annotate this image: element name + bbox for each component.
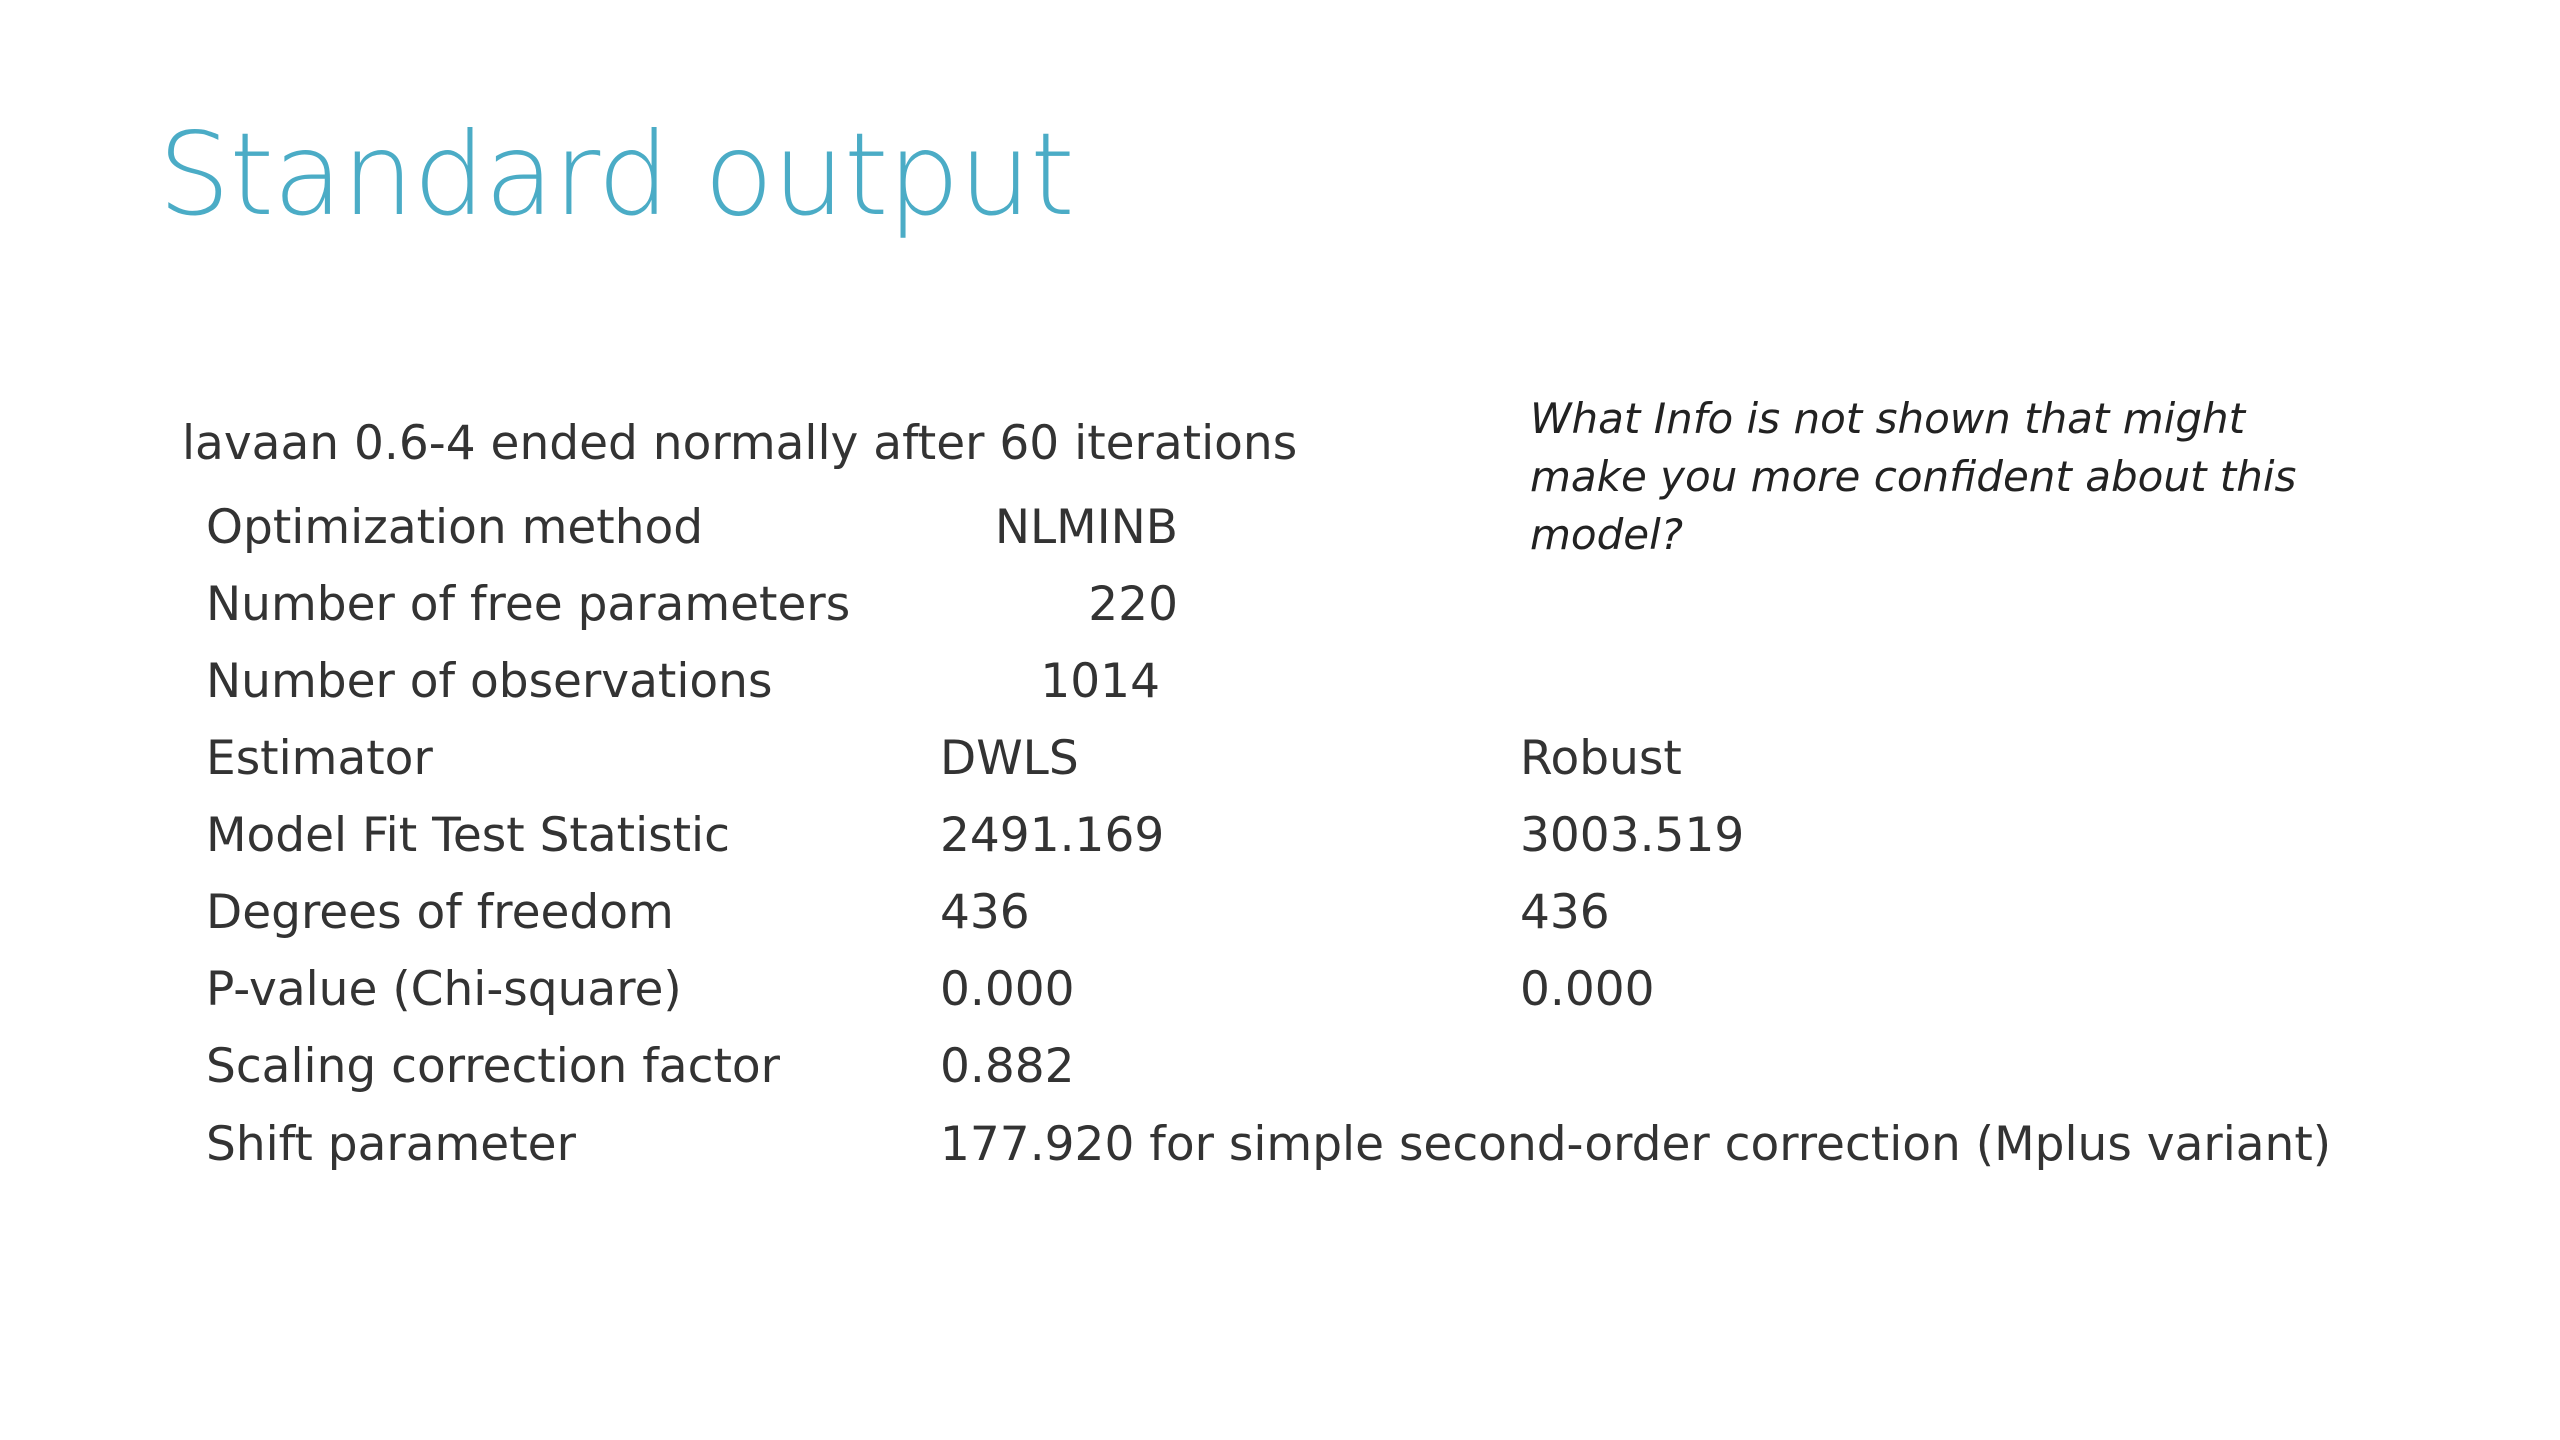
row-robust-value: 436 [1520,885,1610,940]
row-label: Number of free parameters [206,577,851,632]
row-label: Model Fit Test Statistic [206,808,730,863]
row-label: P-value (Chi-square) [206,962,682,1017]
row-label: Number of observations [206,654,773,709]
output-row [0,1117,2560,1181]
output-row [0,962,2560,1026]
row-label: Optimization method [206,500,704,555]
output-row [0,577,2560,641]
row-standard-value: 177.920 for simple second-order correction (Mplus variant) [940,1117,2332,1172]
output-header-line: lavaan 0.6-4 ended normally after 60 iterations [182,416,1298,471]
row-label: Shift parameter [206,1117,576,1172]
question-text: What Info is not shown that might make you more confident about this model? [1530,394,2297,559]
row-robust-value: Robust [1520,731,1682,786]
row-standard-value: 436 [940,885,1030,940]
row-label: Scaling correction factor [206,1039,780,1094]
output-row [0,885,2560,949]
row-value: NLMINB [994,500,1178,555]
slide-title: Standard output [158,108,1074,241]
row-value: 220 [1088,577,1178,632]
output-row [0,808,2560,872]
output-row [0,500,2560,564]
row-robust-value: 3003.519 [1520,808,1745,863]
row-standard-value: 2491.169 [940,808,1165,863]
row-label: Estimator [206,731,433,786]
row-standard-value: 0.882 [940,1039,1075,1094]
row-value: 1014 [1040,654,1160,709]
row-label: Degrees of freedom [206,885,674,940]
row-standard-value: DWLS [940,731,1079,786]
output-row [0,1039,2560,1103]
output-row [0,731,2560,795]
row-standard-value: 0.000 [940,962,1075,1017]
row-robust-value: 0.000 [1520,962,1655,1017]
output-row [0,654,2560,718]
